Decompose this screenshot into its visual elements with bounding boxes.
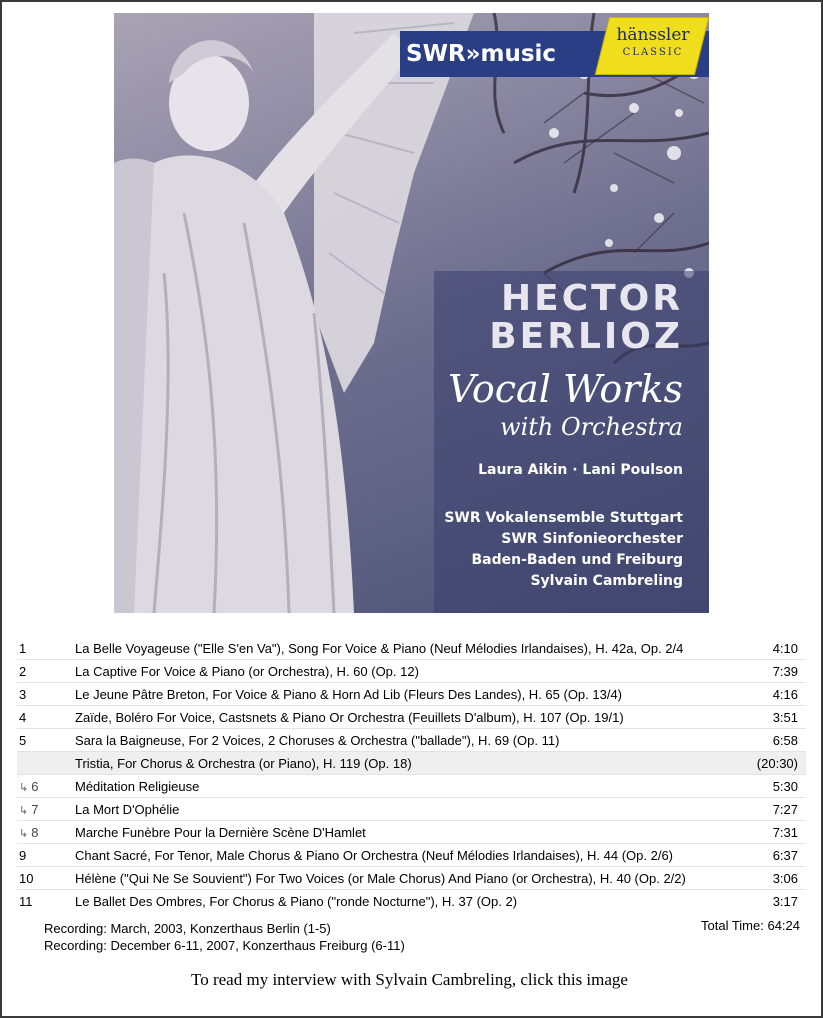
track-row	[17, 660, 806, 683]
work-title: Vocal Works	[447, 367, 683, 411]
track-row	[17, 890, 806, 912]
composer-first-name: HECTOR	[500, 278, 683, 319]
track-duration: 3:06	[772, 871, 798, 886]
ensemble-line: SWR Vokalensemble Stuttgart	[444, 510, 683, 526]
track-group-duration: (20:30)	[756, 756, 798, 771]
track-title: Marche Funèbre Pour la Dernière Scène D'Hamlet	[75, 825, 366, 840]
track-row	[17, 729, 806, 752]
interview-caption: To read my interview with Sylvain Cambreling, click this image	[191, 970, 628, 989]
recording-info: Recording: December 6-11, 2007, Konzerthaus Freiburg (6-11)	[44, 938, 405, 953]
ensemble-line: Sylvain Cambreling	[530, 573, 683, 589]
subtrack-number: ↳ 8	[19, 825, 39, 840]
track-duration: 6:37	[772, 848, 798, 863]
subtrack-arrow-icon: ↳	[19, 805, 29, 817]
hanssler-logo-sub: CLASSIC	[622, 47, 684, 58]
track-duration: 4:16	[772, 687, 798, 702]
track-title: Zaïde, Boléro For Voice, Castsnets & Piano Or Orchestra (Feuillets D'album), H. 107 (Op. 19/1)	[75, 710, 624, 725]
recording-info: Recording: March, 2003, Konzerthaus Berlin (1-5)	[44, 921, 331, 936]
track-title: Chant Sacré, For Tenor, Male Chorus & Piano Or Orchestra (Neuf Mélodies Irlandaises), H. 44 (Op. 2/6)	[75, 848, 674, 863]
track-duration: 4:10	[772, 641, 798, 656]
track-title: La Mort D'Ophélie	[75, 802, 180, 817]
work-subtitle: with Orchestra	[500, 413, 683, 441]
track-title: Hélène ("Qui Ne Se Souvient") For Two Voices (or Male Chorus) And Piano (or Orchestra), H. 40 (Op. 2/2)	[75, 871, 686, 886]
track-number: 10	[19, 871, 34, 886]
angel-statue	[114, 13, 474, 613]
ensemble-line: SWR Sinfonieorchester	[501, 531, 683, 547]
subtrack-number: ↳ 7	[19, 802, 39, 817]
track-duration: 3:17	[772, 894, 798, 909]
track-title: Le Jeune Pâtre Breton, For Voice & Piano & Horn Ad Lib (Fleurs Des Landes), H. 65 (Op. 13/4)	[75, 687, 623, 702]
track-duration: 7:27	[772, 802, 798, 817]
track-group-title: Tristia, For Chorus & Orchestra (or Piano), H. 119 (Op. 18)	[75, 756, 412, 771]
track-number: 5	[19, 733, 27, 748]
ensemble-line: Baden-Baden und Freiburg	[471, 552, 683, 568]
track-row	[17, 844, 806, 867]
total-time: Total Time: 64:24	[701, 918, 800, 933]
track-row	[17, 706, 806, 729]
track-title: Sara la Baigneuse, For 2 Voices, 2 Choruses & Orchestra ("ballade"), H. 69 (Op. 11)	[75, 733, 560, 748]
swr-music-logo: SWR»music	[406, 41, 557, 67]
track-duration: 7:31	[772, 825, 798, 840]
subtrack-row	[17, 775, 806, 798]
track-number: 11	[19, 894, 33, 909]
soloists: Laura Aikin · Lani Poulson	[478, 462, 683, 478]
track-duration: 5:30	[772, 779, 798, 794]
track-title: Méditation Religieuse	[75, 779, 200, 794]
track-number: 1	[19, 641, 27, 656]
subtrack-row	[17, 798, 806, 821]
track-number: 4	[19, 710, 27, 725]
track-row	[17, 683, 806, 706]
track-number: 3	[19, 687, 27, 702]
track-row	[17, 867, 806, 890]
track-number: 9	[19, 848, 27, 863]
track-duration: 3:51	[772, 710, 798, 725]
track-row	[17, 637, 806, 660]
subtrack-row	[17, 821, 806, 844]
track-list	[17, 637, 806, 912]
hanssler-logo-name: hänssler	[616, 25, 690, 45]
track-title: Le Ballet Des Ombres, For Chorus & Piano ("ronde Nocturne"), H. 37 (Op. 2)	[75, 894, 518, 909]
track-title: La Captive For Voice & Piano (or Orchestra), H. 60 (Op. 12)	[75, 664, 419, 679]
track-duration: 7:39	[772, 664, 798, 679]
subtrack-number: ↳ 6	[19, 779, 39, 794]
subtrack-arrow-icon: ↳	[19, 828, 29, 840]
composer-last-name: BERLIOZ	[489, 316, 683, 357]
track-title: La Belle Voyageuse ("Elle S'en Va"), Song For Voice & Piano (Neuf Mélodies Irlandaises), H. 42a, Op. 2/4	[75, 641, 684, 656]
album-cover-image[interactable]	[114, 13, 709, 613]
subtrack-arrow-icon: ↳	[19, 782, 29, 794]
track-duration: 6:58	[772, 733, 798, 748]
track-group-row	[17, 752, 806, 775]
track-number: 2	[19, 664, 27, 679]
